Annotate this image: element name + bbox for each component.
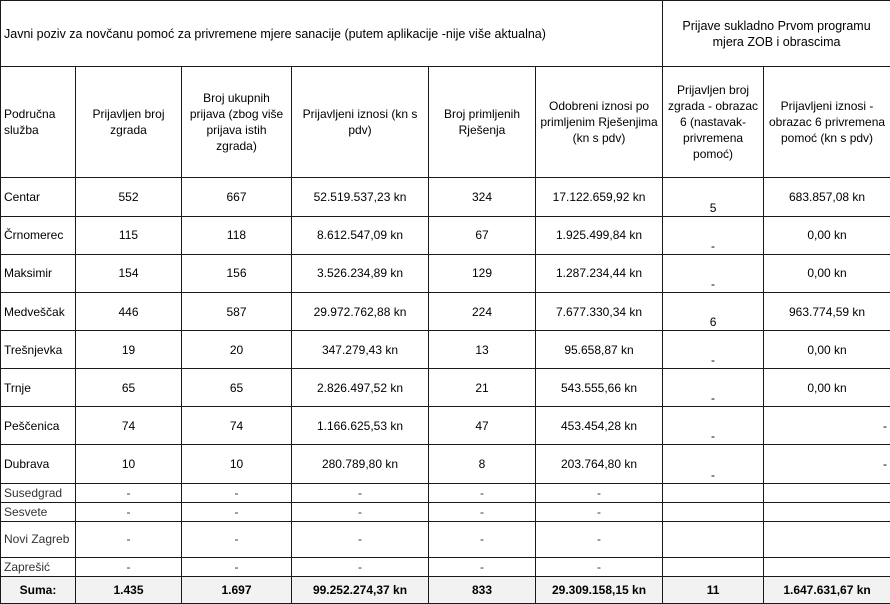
column-header: Područna služba <box>1 67 76 177</box>
row-label: Sesvete <box>1 502 76 521</box>
table-cell: 1.925.499,84 kn <box>536 216 663 254</box>
table-cell: 154 <box>76 254 182 292</box>
total-label: Suma: <box>1 576 76 603</box>
table-cell: - <box>182 557 292 576</box>
table-cell: 446 <box>76 292 182 330</box>
table-cell: 3.526.234,89 kn <box>292 254 429 292</box>
table-cell: 2.826.497,52 kn <box>292 369 429 407</box>
table-cell: 5 <box>663 177 764 216</box>
column-header: Broj ukupnih prijava (zbog više prijava istih zgrada) <box>182 67 292 177</box>
table-cell: 543.555,66 kn <box>536 369 663 407</box>
table-row <box>1 331 890 369</box>
row-label: Susedgrad <box>1 483 76 502</box>
table-cell: - <box>663 331 764 369</box>
table-cell: - <box>292 502 429 521</box>
column-header: Prijavljen broj zgrada <box>76 67 182 177</box>
table-cell: - <box>663 254 764 292</box>
table-cell: - <box>182 483 292 502</box>
table-cell: - <box>429 521 536 557</box>
table-cell: - <box>429 483 536 502</box>
row-label: Trnje <box>1 369 76 407</box>
table-cell: 963.774,59 kn <box>764 292 890 330</box>
table-cell: 1.166.625,53 kn <box>292 407 429 445</box>
table-cell: - <box>663 369 764 407</box>
table-cell: 21 <box>429 369 536 407</box>
table-cell: - <box>292 483 429 502</box>
table-cell: - <box>292 521 429 557</box>
table-cell: 10 <box>182 445 292 483</box>
total-cell: 1.647.631,67 kn <box>764 576 890 603</box>
table-cell: 667 <box>182 177 292 216</box>
table-cell: 683.857,08 kn <box>764 177 890 216</box>
table-cell: - <box>76 521 182 557</box>
table-cell: 74 <box>76 407 182 445</box>
table-cell: 224 <box>429 292 536 330</box>
row-label: Črnomerec <box>1 216 76 254</box>
column-header: Prijavljeni iznosi - obrazac 6 privremena pomoć (kn s pdv) <box>764 67 890 177</box>
table-row <box>1 557 890 576</box>
table-cell: - <box>764 407 890 445</box>
table-cell: 203.764,80 kn <box>536 445 663 483</box>
table-cell: - <box>663 216 764 254</box>
table-cell: - <box>76 502 182 521</box>
table-cell: 6 <box>663 292 764 330</box>
table-cell: 0,00 kn <box>764 331 890 369</box>
table-row <box>1 521 890 557</box>
table-cell: 67 <box>429 216 536 254</box>
table-cell: 17.122.659,92 kn <box>536 177 663 216</box>
column-header: Broj primljenih Rješenja <box>429 67 536 177</box>
table-cell: 65 <box>76 369 182 407</box>
row-label: Novi Zagreb <box>1 521 76 557</box>
row-label: Zaprešić <box>1 557 76 576</box>
total-row <box>1 576 890 603</box>
table-cell: 74 <box>182 407 292 445</box>
table-row <box>1 445 890 483</box>
total-cell: 29.309.158,15 kn <box>536 576 663 603</box>
table-cell <box>663 521 764 557</box>
table-cell: 552 <box>76 177 182 216</box>
table-cell: 587 <box>182 292 292 330</box>
column-header: Odobreni iznosi po primljenim Rješenjima (kn s pdv) <box>536 67 663 177</box>
table-cell: 52.519.537,23 kn <box>292 177 429 216</box>
row-label: Trešnjevka <box>1 331 76 369</box>
table-cell: 1.287.234,44 kn <box>536 254 663 292</box>
table-row <box>1 483 890 502</box>
table-cell: 8.612.547,09 kn <box>292 216 429 254</box>
table-cell: 19 <box>76 331 182 369</box>
total-cell: 1.697 <box>182 576 292 603</box>
total-cell: 833 <box>429 576 536 603</box>
table-row <box>1 292 890 330</box>
table-cell: 453.454,28 kn <box>536 407 663 445</box>
table-cell: - <box>76 557 182 576</box>
table-row <box>1 216 890 254</box>
table-cell: - <box>764 445 890 483</box>
table-cell: - <box>663 445 764 483</box>
table-cell: - <box>429 557 536 576</box>
table-cell: - <box>182 502 292 521</box>
total-cell: 1.435 <box>76 576 182 603</box>
table-row <box>1 177 890 216</box>
table-cell: - <box>536 483 663 502</box>
total-cell: 99.252.274,37 kn <box>292 576 429 603</box>
table-row <box>1 369 890 407</box>
table-cell: - <box>536 502 663 521</box>
table-cell: - <box>663 407 764 445</box>
column-header: Prijavljeni iznosi (kn s pdv) <box>292 67 429 177</box>
table-cell <box>663 502 764 521</box>
table-cell <box>663 483 764 502</box>
table-cell <box>764 557 890 576</box>
table-cell: - <box>536 521 663 557</box>
table-cell: 29.972.762,88 kn <box>292 292 429 330</box>
table-cell: 129 <box>429 254 536 292</box>
table-cell: 47 <box>429 407 536 445</box>
table-row <box>1 502 890 521</box>
table-cell: 20 <box>182 331 292 369</box>
table-cell: 324 <box>429 177 536 216</box>
table-cell: - <box>292 557 429 576</box>
table-cell: 0,00 kn <box>764 254 890 292</box>
column-header-row <box>1 67 890 177</box>
column-header: Prijavljen broj zgrada - obrazac 6 (nastavak-privremena pomoć) <box>663 67 764 177</box>
table-cell: 0,00 kn <box>764 216 890 254</box>
table-cell: 7.677.330,34 kn <box>536 292 663 330</box>
table-row <box>1 407 890 445</box>
table-cell: 65 <box>182 369 292 407</box>
table-cell: - <box>182 521 292 557</box>
table-cell: 8 <box>429 445 536 483</box>
table-cell <box>764 502 890 521</box>
table-cell: 156 <box>182 254 292 292</box>
title-row <box>1 1 890 67</box>
table-cell: - <box>536 557 663 576</box>
table-cell: - <box>76 483 182 502</box>
table-cell: 347.279,43 kn <box>292 331 429 369</box>
table-cell: 13 <box>429 331 536 369</box>
table-cell: 0,00 kn <box>764 369 890 407</box>
table-row <box>1 254 890 292</box>
table-cell <box>764 521 890 557</box>
row-label: Medveščak <box>1 292 76 330</box>
row-label: Maksimir <box>1 254 76 292</box>
table-cell: 95.658,87 kn <box>536 331 663 369</box>
row-label: Peščenica <box>1 407 76 445</box>
table-cell: 115 <box>76 216 182 254</box>
table-cell: 118 <box>182 216 292 254</box>
table-cell <box>663 557 764 576</box>
row-label: Dubrava <box>1 445 76 483</box>
table-title-right: Prijave sukladno Prvom programu mjera ZOB i obrascima <box>663 1 890 67</box>
row-label: Centar <box>1 177 76 216</box>
table-title-left: Javni poziv za novčanu pomoć za privremene mjere sanacije (putem aplikacije -nije više aktualna) <box>1 1 663 67</box>
total-cell: 11 <box>663 576 764 603</box>
table-cell <box>764 483 890 502</box>
table-cell: 10 <box>76 445 182 483</box>
table-cell: - <box>429 502 536 521</box>
table-cell: 280.789,80 kn <box>292 445 429 483</box>
